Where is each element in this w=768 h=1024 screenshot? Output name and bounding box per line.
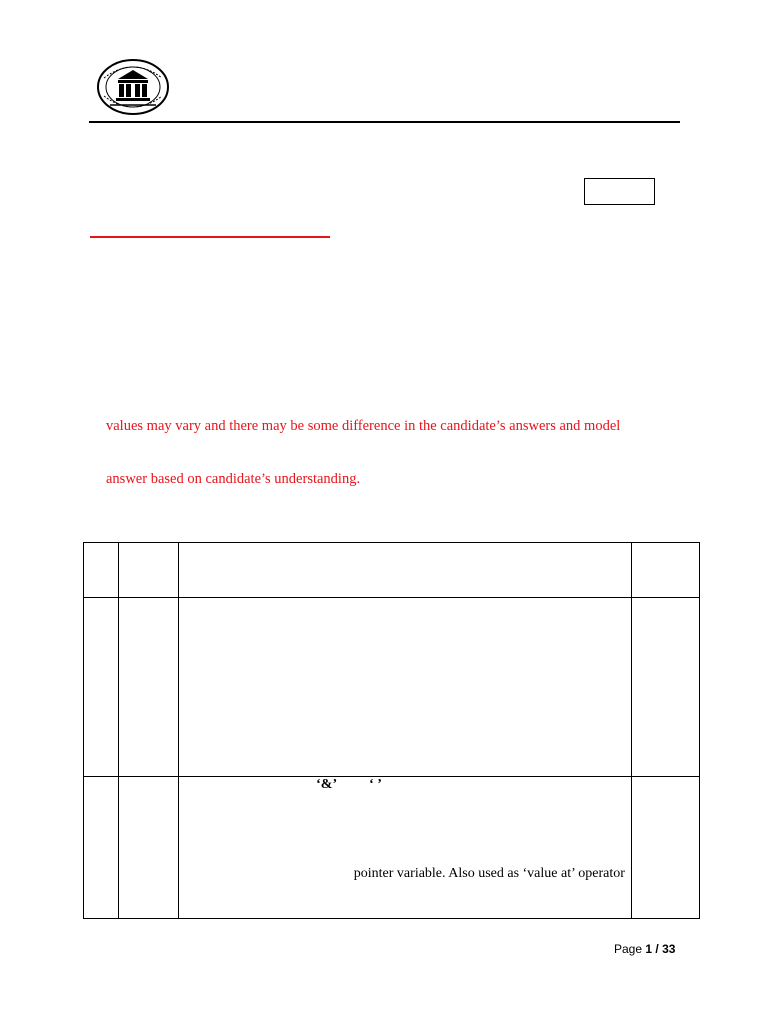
page-number-total: 33: [662, 942, 676, 956]
table-cell: [119, 598, 179, 777]
table-cell: [84, 598, 119, 777]
table-row: [84, 777, 700, 919]
answer-cell: [179, 777, 632, 919]
page-number-prefix: Page: [614, 942, 646, 956]
page-number-current: 1: [645, 942, 653, 956]
header-divider: [89, 121, 680, 123]
answer-table: [83, 542, 700, 919]
answer-cell-content: [179, 777, 631, 918]
table-cell: [179, 598, 632, 777]
table-cell: [631, 598, 699, 777]
pointer-description-text: pointer variable. Also used as ‘value at’ operator: [353, 866, 625, 881]
table-cell: [631, 777, 699, 919]
page-number-separator: /: [652, 942, 663, 956]
table-header-row: [84, 543, 700, 598]
subject-code-box: [584, 178, 655, 205]
red-underline: [90, 236, 330, 238]
table-cell: [119, 777, 179, 919]
table-cell: [179, 543, 632, 598]
table-cell: [84, 777, 119, 919]
board-seal-logo-icon: [96, 58, 170, 116]
instruction-line-1: values may vary and there may be some difference in the candidate’s answers and model: [106, 418, 621, 434]
ampersand-operator-label: ‘&’: [316, 777, 338, 792]
table-cell: [119, 543, 179, 598]
page-number: [614, 942, 675, 956]
instruction-line-2: answer based on candidate’s understanding.: [106, 471, 361, 487]
table-row: [84, 598, 700, 777]
table-cell: [631, 543, 699, 598]
star-operator-label: ‘ ’: [369, 777, 382, 792]
table-cell: [84, 543, 119, 598]
